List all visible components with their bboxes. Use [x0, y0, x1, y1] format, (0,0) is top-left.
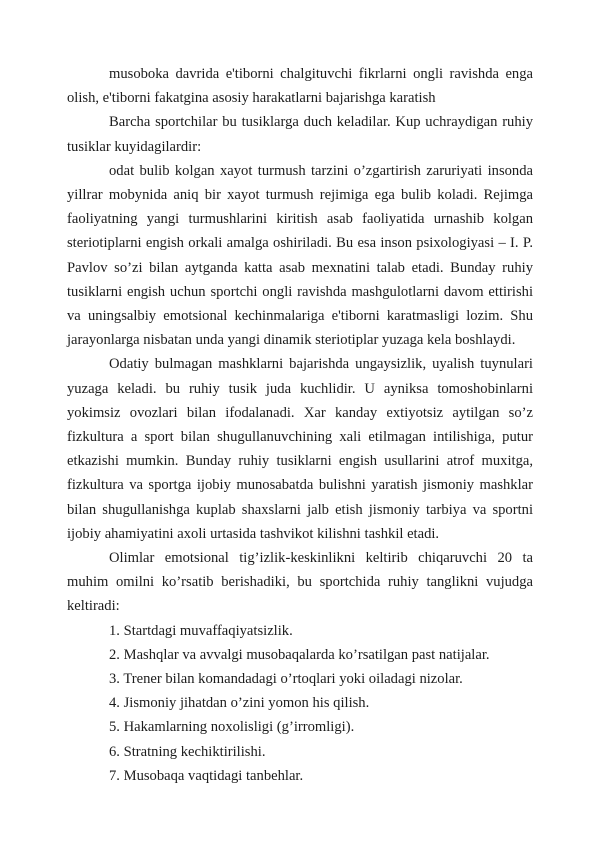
- list-item: 2. Mashqlar va avvalgi musobaqalarda ko’rsatilgan past natijalar.: [109, 646, 490, 663]
- list-item: 4. Jismoniy jihatdan o’zini yomon his qilish.: [109, 695, 370, 712]
- paragraph-continuation: musoboka davrida e'tiborni chalgituvchi fikrlarni ongli ravishda enga olish, e'tiborni fakatgina asosiy harakatlarni bajarishga karatish: [67, 66, 533, 107]
- list-item: 3. Trener bilan komandadagi o’rtoqlari yoki oiladagi nizolar.: [109, 671, 463, 688]
- paragraph-unusual-exercises: Odatiy bulmagan mashklarni bajarishda ungaysizlik, uyalish tuynulari yuzaga keladi. bu ruhiy tusik juda kuchlidir. U ayniksa tomoshobinlarni yokimsiz ovozlari bilan ifodalanadi. Xar kanday extiyotsiz aytilgan so’z fizkultura a sport bilan shugullanuvchining xali etilmagan intilishiga, putur etkazishi mumkin. Bunday ruhiy tusiklarni engish usullarini atrof muxitga, fizkultura va sportga ijobiy munosabatda bulishni yaratish jismoniy mashklar bilan shugullanishga kuplab shaxslarni jalb etish jismoniy tarbiya va sportni ijobiy ahamiyatini axoli urtasida tashvikot kilishni tashkil etadi.: [67, 356, 533, 542]
- paragraph-habit-change: odat bulib kolgan xayot turmush tarzini o’zgartirish zaruriyati insonda yillrar mobynida aniq bir xayot turmush rejimiga ega bulib koladi. Rejimga faoliyatning yangi turmushlarini kiritish asab faoliyatida urnashib kolgan steriotiplarni engish orkali amalga oshiriladi. Bu esa inson psixologiyasi – I. P. Pavlov so’zi bilan aytganda katta asab mexnatini talab etadi. Bunday ruhiy tusiklarni engish uchun sportchi ongli ravishda mashgulotlarni davom ettirishi va uningsalbiy emotsional kechinmalariga e'tiborni karatmasligi lozim. Shu jarayonlarga nisbatan unda yangi dinamik steriotiplar yuzaga kela boshlaydi.: [67, 162, 533, 349]
- list-item: 1. Startdagi muvaffaqiyatsizlik.: [109, 622, 293, 639]
- paragraph-obstacles-intro: Barcha sportchilar bu tusiklarga duch keladilar. Kup uchraydigan ruhiy tusiklar kuyidagilardir:: [67, 114, 533, 155]
- factors-list: [67, 619, 533, 788]
- paragraph-factors-intro: Olimlar emotsional tig’izlik-keskinlikni keltirib chiqaruvchi 20 ta muhim omilni ko’rsatib berishadiki, bu sportchida ruhiy tanglikni vujudga keltiradi:: [67, 550, 533, 615]
- list-item: 5. Hakamlarning noxolisligi (g’irromligi).: [109, 719, 355, 736]
- list-item: 6. Stratning kechiktirilishi.: [109, 743, 266, 760]
- list-item: 7. Musobaqa vaqtidagi tanbehlar.: [109, 767, 304, 784]
- document-page: [67, 62, 533, 788]
